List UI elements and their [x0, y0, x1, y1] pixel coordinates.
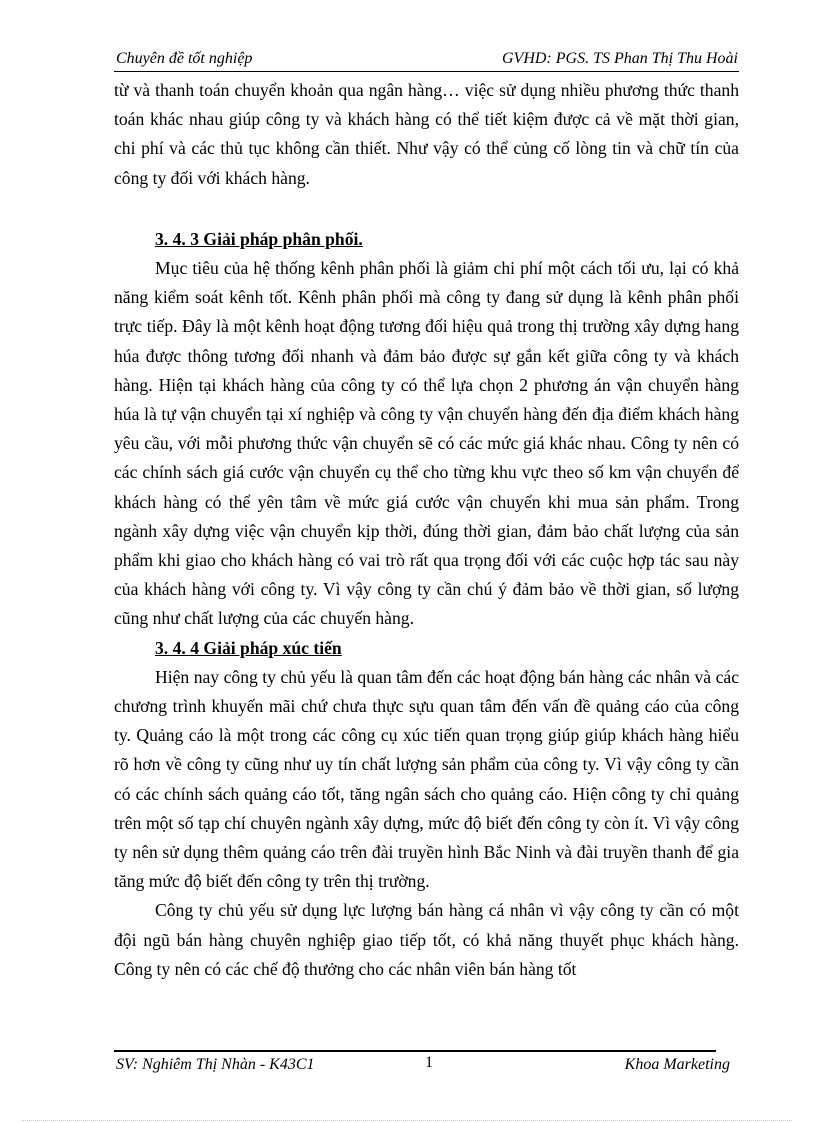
footer-student: SV: Nghiêm Thị Nhàn - K43C1: [116, 1056, 315, 1073]
footer-divider: [114, 1050, 716, 1052]
page-footer: [114, 1054, 730, 1076]
page-bottom-edge: [22, 1120, 792, 1121]
section-heading-distribution: 3. 4. 3 Giải pháp phân phối.: [155, 228, 363, 249]
header-divider: [114, 71, 739, 72]
paragraph-distribution: Mục tiêu của hệ thống kênh phân phối là giảm chi phí một cách tối ưu, lại có khả năng kiểm soát kênh tốt. Kênh phân phối mà công ty đang sử dụng là kênh phân phối trực tiếp. Đây là một kênh hoạt động tương đối hiệu quả trong thị trường xây dựng hang húa được thông tương đối nhanh và đảm bảo được sự gắn kết giữa công ty và khách hàng. Hiện tại khách hàng của công ty có thể lựa chọn 2 phương án vận chuyển hàng húa là tự vận chuyển tại xí nghiệp và công ty vận chuyển hàng đến địa điểm khách hàng yêu cầu, với mỗi phương thức vận chuyển sẽ có các mức giá khác nhau. Công ty nên có các chính sách giá cước vận chuyển cụ thể cho từng khu vực theo số km vận chuyển để khách hàng có thể yên tâm về mức giá cước vận chuyển khi mua sản phẩm. Trong ngành xây dựng việc vận chuyển kịp thời, đúng thời gian, đảm bảo chất lượng của sản phẩm khi giao cho khách hàng có vai trò rất qua trọng đối với các cuộc hợp tác sau này của khách hàng với công ty. Vì vậy công ty cần chú ý đảm bảo về thời gian, số lượng cũng như chất lượng của các chuyến hàng.: [114, 258, 739, 629]
header-title: Chuyên đề tốt nghiệp: [116, 50, 253, 67]
paragraph-sales-force: Công ty chủ yếu sử dụng lực lượng bán hàng cá nhân vì vậy công ty cần có một đội ngũ bán hàng chuyên nghiệp giao tiếp tốt, có khả năng thuyết phục khách hàng. Công ty nên có các chế độ thưởng cho các nhân viên bán hàng tốt: [114, 900, 739, 979]
document-body: [114, 76, 739, 984]
page-header: [114, 48, 738, 70]
section-heading-promotion: 3. 4. 4 Giải pháp xúc tiến: [155, 637, 342, 658]
header-supervisor: GVHD: PGS. TS Phan Thị Thu Hoài: [501, 50, 738, 67]
footer-faculty: Khoa Marketing: [624, 1056, 730, 1073]
paragraph-promotion: Hiện nay công ty chủ yếu là quan tâm đến các hoạt động bán hàng các nhân và các chương trình khuyến mãi chứ chưa thực sựu quan tâm đến vấn đề quảng cáo của công ty. Quảng cáo là một trong các công cụ xúc tiến quan trọng giúp giúp khách hàng hiểu rõ hơn về công ty cũng như uy tín chất lượng sản phẩm của công ty. Vì vậy công ty cần có các chính sách quảng cáo tốt, tăng ngân sách cho quảng cáo. Hiện công ty chỉ quảng trên một số tạp chí chuyên ngành xây dựng, mức độ biết đến công ty còn ít. Vì vậy công ty nên sử dụng thêm quảng cáo trên đài truyền hình Bắc Ninh và đài truyền thanh để gia tăng mức độ biết đến công ty trên thị trường.: [114, 666, 739, 892]
section-spacer: [114, 193, 739, 225]
page-number: 1: [425, 1054, 433, 1071]
paragraph-payment-continuation: từ và thanh toán chuyển khoản qua ngân hàng… việc sử dụng nhiều phương thức thanh toán khác nhau giúp công ty và khách hàng có thể tiết kiệm được cả về mặt thời gian, chi phí và các thủ tục không cần thiết. Như vậy có thể củng cố lòng tin và chữ tín của công ty đối với khách hàng.: [114, 80, 739, 188]
